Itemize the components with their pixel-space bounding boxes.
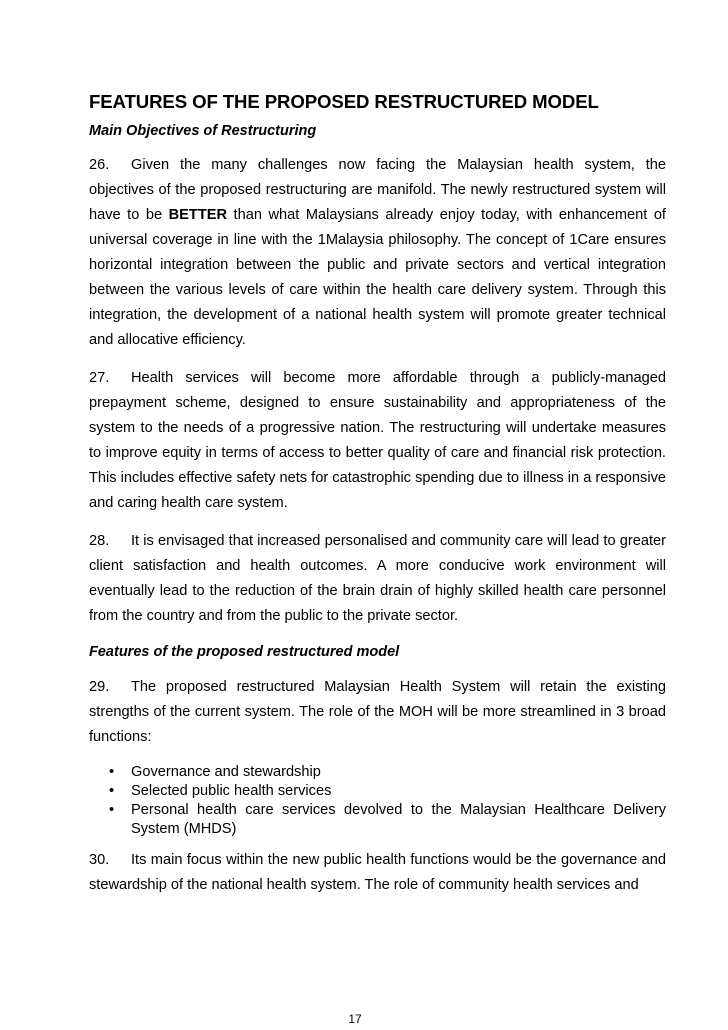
paragraph-text: It is envisaged that increased personalised and community care will lead to greater client satisfaction and health outcomes. A more conducive work environment will eventually lead to the reduction of the brain drain of highly skilled health care personnel from the country and from the public to the private sector. — [89, 533, 666, 624]
paragraph-number: 29. — [89, 679, 110, 695]
emphasis-text: BETTER — [168, 207, 228, 223]
list-item-text: Selected public health services — [131, 783, 332, 799]
list-item-text: Governance and stewardship — [131, 764, 321, 780]
paragraph-29 — [89, 675, 666, 750]
list-item — [89, 801, 666, 839]
paragraph-text: Its main focus within the new public health functions would be the governance and stewardship of the national health system. The role of community health services and — [89, 852, 666, 893]
paragraph-number: 26. — [89, 157, 110, 173]
list-item — [89, 782, 666, 801]
paragraph-number: 30. — [89, 852, 110, 868]
paragraph-27 — [89, 366, 666, 516]
bullet-icon: • — [109, 783, 115, 799]
paragraph-text: than what Malaysians already enjoy today, with enhancement of universal coverage in line with the 1Malaysia philosophy. The concept of 1Care ensures horizontal integration between the public and private sectors and vertical integration between the various levels of care within the health care delivery system. Through this integration, the development of a national health system will promote greater technical and allocative efficiency. — [89, 207, 666, 348]
document-title: FEATURES OF THE PROPOSED RESTRUCTURED MODEL — [89, 91, 599, 112]
paragraph-30 — [89, 848, 666, 898]
page-number-text: 17 — [348, 1012, 362, 1026]
paragraph-text: The proposed restructured Malaysian Health System will retain the existing strengths of the current system. The role of the MOH will be more streamlined in 3 broad functions: — [89, 679, 666, 745]
page-number — [0, 1012, 728, 1026]
list-item — [89, 763, 666, 782]
paragraph-number: 28. — [89, 533, 110, 549]
list-item-text: Personal health care services devolved to the Malaysian Healthcare Delivery System (MHDS) — [131, 802, 666, 837]
paragraph-28 — [89, 529, 666, 629]
paragraph-26 — [89, 153, 666, 353]
paragraph-text: Given the many challenges now facing the Malaysian health system, the objectives of the proposed restructuring are manifold. The newly restructured system will have to be — [89, 157, 666, 223]
paragraph-text: Health services will become more affordable through a publicly-managed prepayment scheme, designed to ensure sustainability and appropriateness of the system to the needs of a progressive nation. The restructuring will undertake measures to improve equity in terms of access to better quality of care and financial risk protection. This includes effective safety nets for catastrophic spending due to illness in a responsive and caring health care system. — [89, 370, 666, 511]
function-list — [89, 763, 666, 839]
section-heading-objectives: Main Objectives of Restructuring — [89, 123, 317, 139]
section-heading-features: Features of the proposed restructured model — [89, 644, 400, 660]
paragraph-number: 27. — [89, 370, 110, 386]
bullet-icon: • — [109, 764, 115, 780]
bullet-icon: • — [109, 802, 115, 818]
